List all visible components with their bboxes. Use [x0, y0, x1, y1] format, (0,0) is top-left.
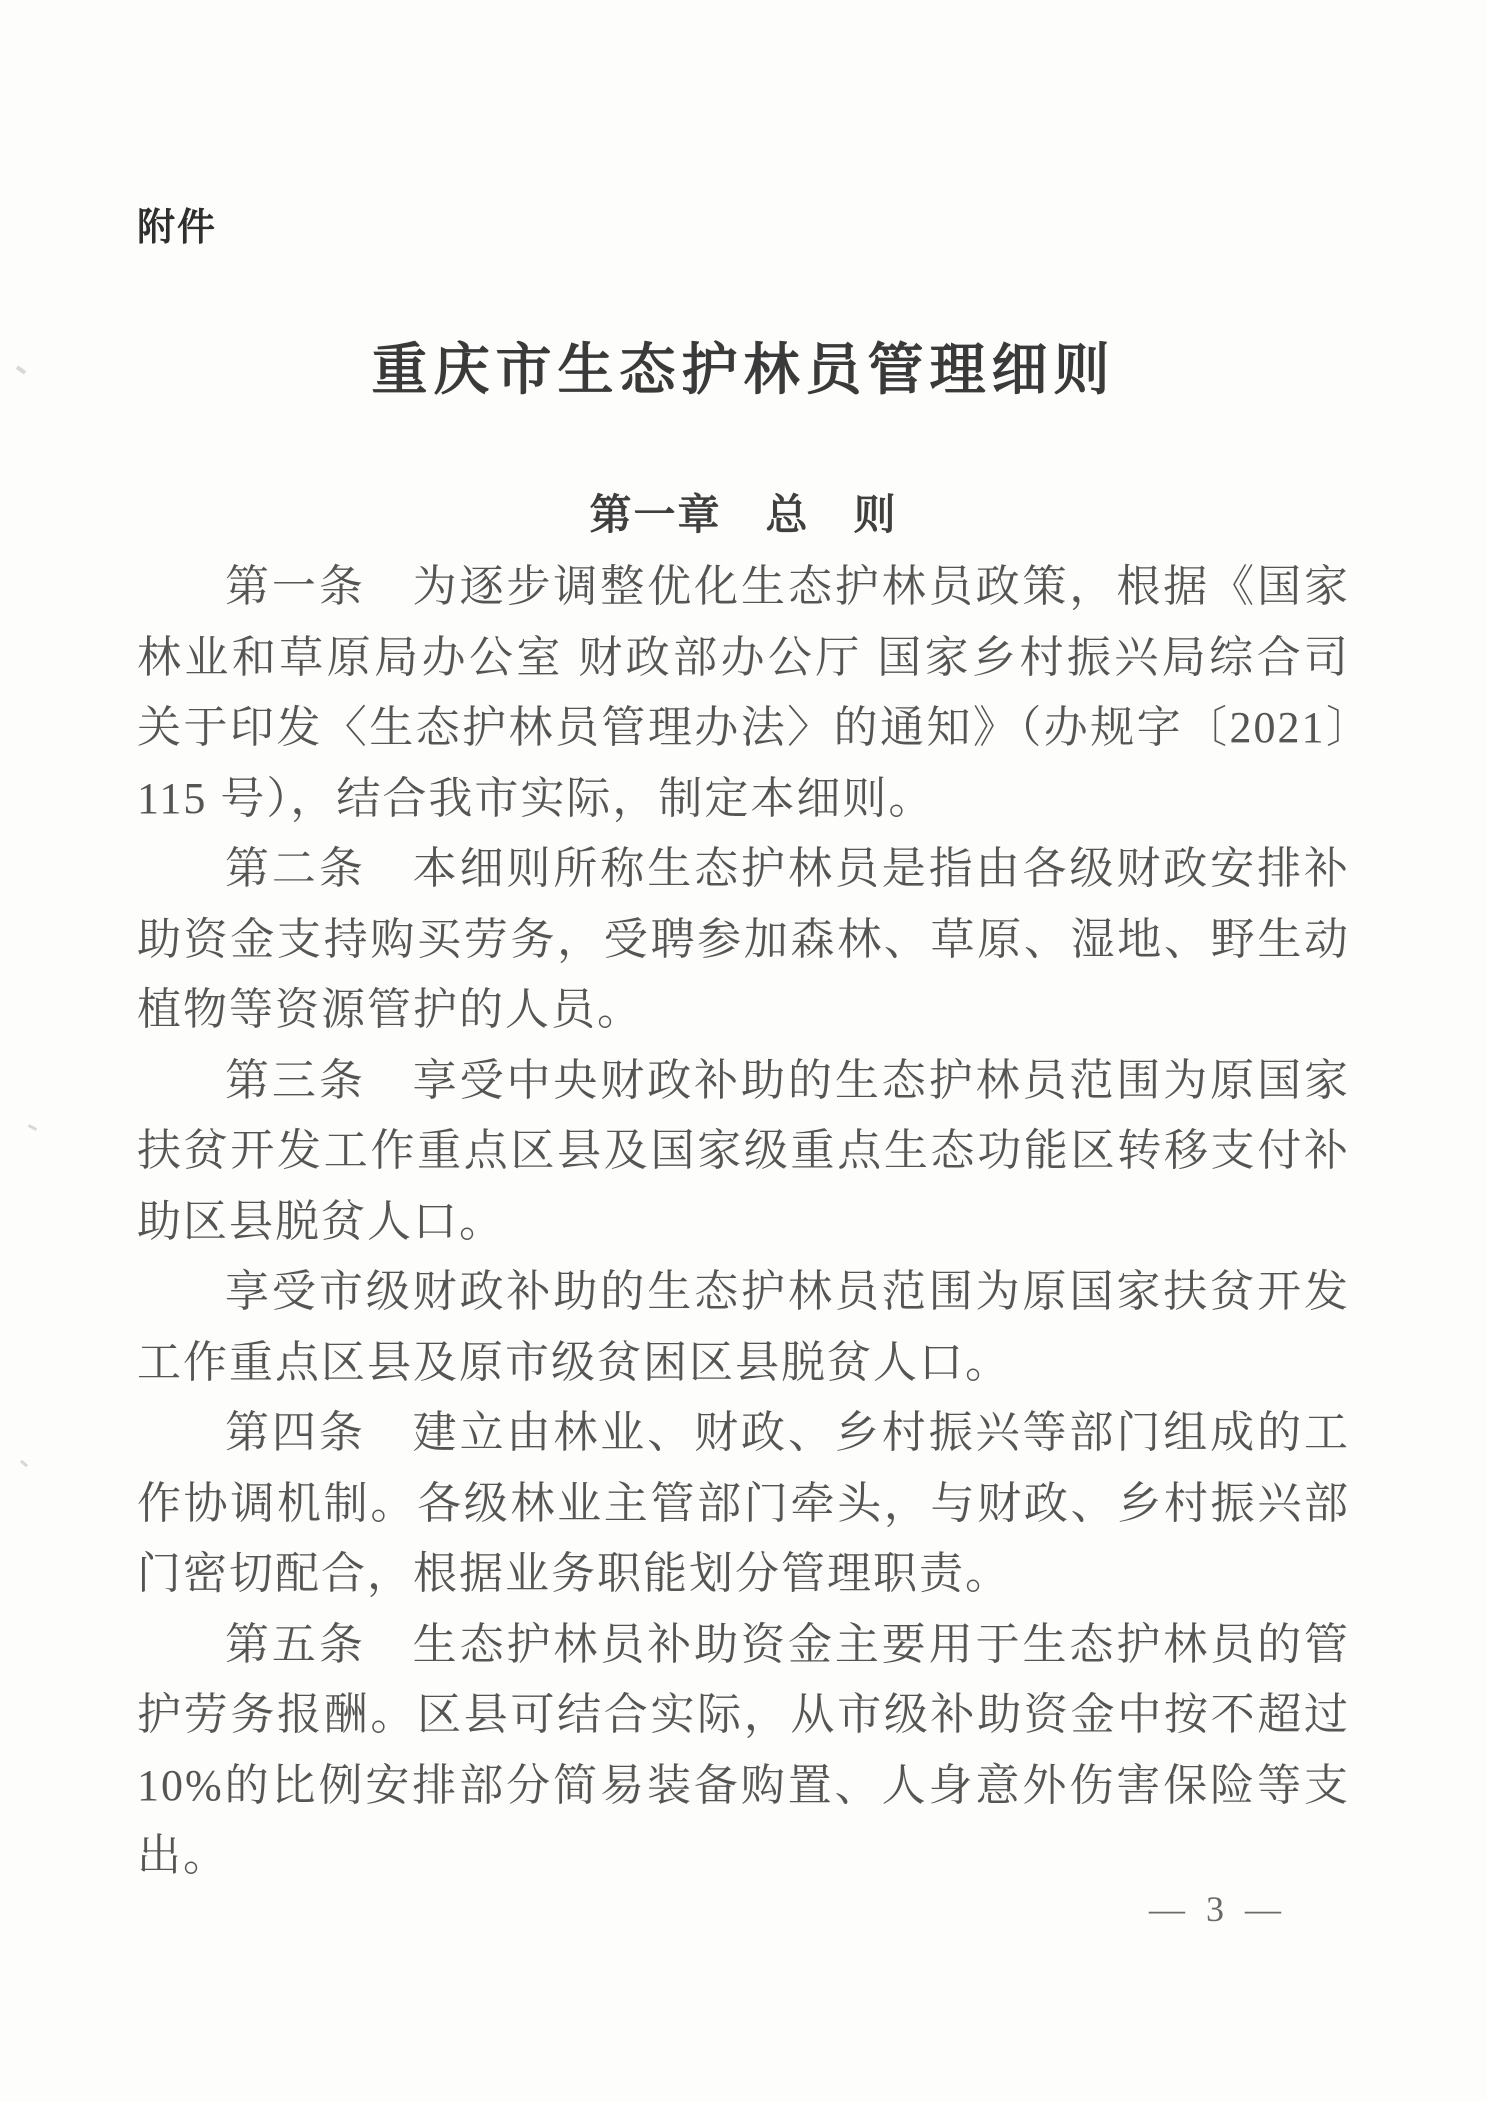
body-paragraph-article-4: 第四条 建立由林业、财政、乡村振兴等部门组成的工作协调机制。各级林业主管部门牵头，与财政、乡村振兴部门密切配合，根据业务职能划分管理职责。 [137, 1408, 1350, 1598]
page-number: — 3 — [1149, 1889, 1287, 1929]
body-paragraph-article-2: 第二条 本细则所称生态护林员是指由各级财政安排补助资金支持购买劳务，受聘参加森林、草原、湿地、野生动植物等资源管护的人员。 [137, 844, 1350, 1034]
body-paragraph-article-3-continued: 享受市级财政补助的生态护林员范围为原国家扶贫开发工作重点区县及原市级贫困区县脱贫人口。 [137, 1267, 1350, 1387]
chapter-heading: 第一章 总 则 [589, 493, 898, 539]
body-paragraph-article-1: 第一条 为逐步调整优化生态护林员政策，根据《国家林业和草原局办公室 财政部办公厅 国家乡村振兴局综合司关于印发〈生态护林员管理办法〉的通知》（办规字〔2021〕115 号），结合我市实际，制定本细则。 [137, 562, 1350, 823]
body-paragraph-article-5: 第五条 生态护林员补助资金主要用于生态护林员的管护劳务报酬。区县可结合实际，从市级补助资金中按不超过 10%的比例安排部分简易装备购置、人身意外伤害保险等支出。 [137, 1619, 1350, 1880]
body-paragraph-article-3: 第三条 享受中央财政补助的生态护林员范围为原国家扶贫开发工作重点区县及国家级重点生态功能区转移支付补助区县脱贫人口。 [137, 1055, 1350, 1246]
attachment-label: 附件 [137, 207, 218, 249]
document-title: 重庆市生态护林员管理细则 [371, 340, 1116, 402]
document-body [137, 552, 1350, 1892]
scan-speck [28, 1124, 37, 1131]
scan-speck [20, 1460, 28, 1467]
